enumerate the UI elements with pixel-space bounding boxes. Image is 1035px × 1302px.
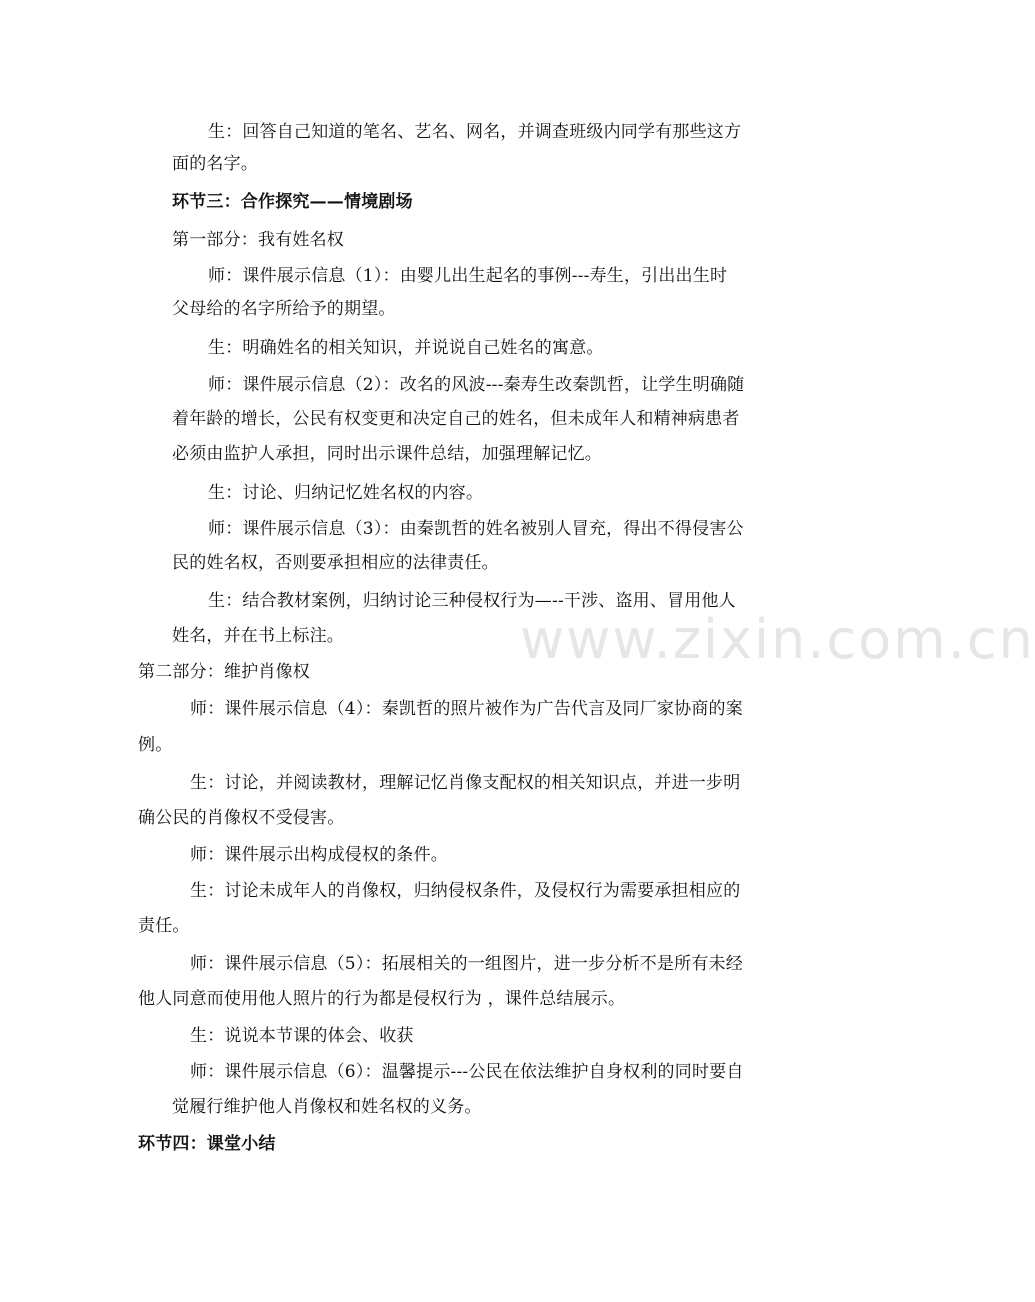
subsection-heading: 第二部分：维护肖像权 bbox=[138, 662, 310, 682]
text-line: 生：讨论未成年人的肖像权，归纳侵权条件，及侵权行为需要承担相应的 bbox=[190, 881, 741, 901]
text-line: 面的名字。 bbox=[172, 154, 258, 174]
text-line: 生：讨论、归纳记忆姓名权的内容。 bbox=[208, 483, 484, 503]
text-line: 师：课件展示信息（3）：由秦凯哲的姓名被别人冒充，得出不得侵害公 bbox=[208, 519, 744, 539]
text-line: 师：课件展示信息（2）：改名的风波---秦寿生改秦凯哲，让学生明确随 bbox=[208, 375, 745, 395]
text-line: 父母给的名字所给予的期望。 bbox=[172, 299, 396, 319]
text-line: 师：课件展示信息（5）：拓展相关的一组图片，进一步分析不是所有未经 bbox=[190, 954, 743, 974]
text-line: 确公民的肖像权不受侵害。 bbox=[138, 808, 345, 828]
text-line: 例。 bbox=[138, 735, 173, 755]
text-line: 生：讨论，并阅读教材，理解记忆肖像支配权的相关知识点，并进一步明 bbox=[190, 773, 741, 793]
text-line: 生：明确姓名的相关知识，并说说自己姓名的寓意。 bbox=[208, 338, 604, 358]
section-heading: 环节四：课堂小结 bbox=[138, 1134, 276, 1154]
text-line: 师：课件展示信息（6）：温馨提示---公民在依法维护自身权利的同时要自 bbox=[190, 1062, 744, 1082]
text-line: 责任。 bbox=[138, 916, 190, 936]
text-line: 生：回答自己知道的笔名、艺名、网名，并调查班级内同学有那些这方 bbox=[208, 122, 742, 142]
text-line: 生：结合教材案例，归纳讨论三种侵权行为—--干涉、盗用、冒用他人 bbox=[208, 591, 736, 611]
text-line: 师：课件展示出构成侵权的条件。 bbox=[190, 845, 448, 865]
text-line: 民的姓名权，否则要承担相应的法律责任。 bbox=[172, 553, 499, 573]
text-line: 必须由监护人承担，同时出示课件总结，加强理解记忆。 bbox=[172, 444, 602, 464]
watermark: www.zixin.com.cn bbox=[520, 608, 1035, 671]
text-line: 着年龄的增长，公民有权变更和决定自己的姓名，但未成年人和精神病患者 bbox=[172, 409, 740, 429]
text-line: 姓名，并在书上标注。 bbox=[172, 626, 344, 646]
text-line: 师：课件展示信息（1）：由婴儿出生起名的事例---寿生，引出出生时 bbox=[208, 266, 728, 286]
text-line: 师：课件展示信息（4）：秦凯哲的照片被作为广告代言及同厂家协商的案 bbox=[190, 699, 743, 719]
text-line: 生：说说本节课的体会、收获 bbox=[190, 1026, 414, 1046]
text-line: 觉履行维护他人肖像权和姓名权的义务。 bbox=[172, 1097, 482, 1117]
text-line: 他人同意而使用他人照片的行为都是侵权行为 ，课件总结展示。 bbox=[138, 989, 626, 1009]
subsection-heading: 第一部分：我有姓名权 bbox=[172, 230, 344, 250]
section-heading: 环节三：合作探究——情境剧场 bbox=[172, 192, 413, 212]
